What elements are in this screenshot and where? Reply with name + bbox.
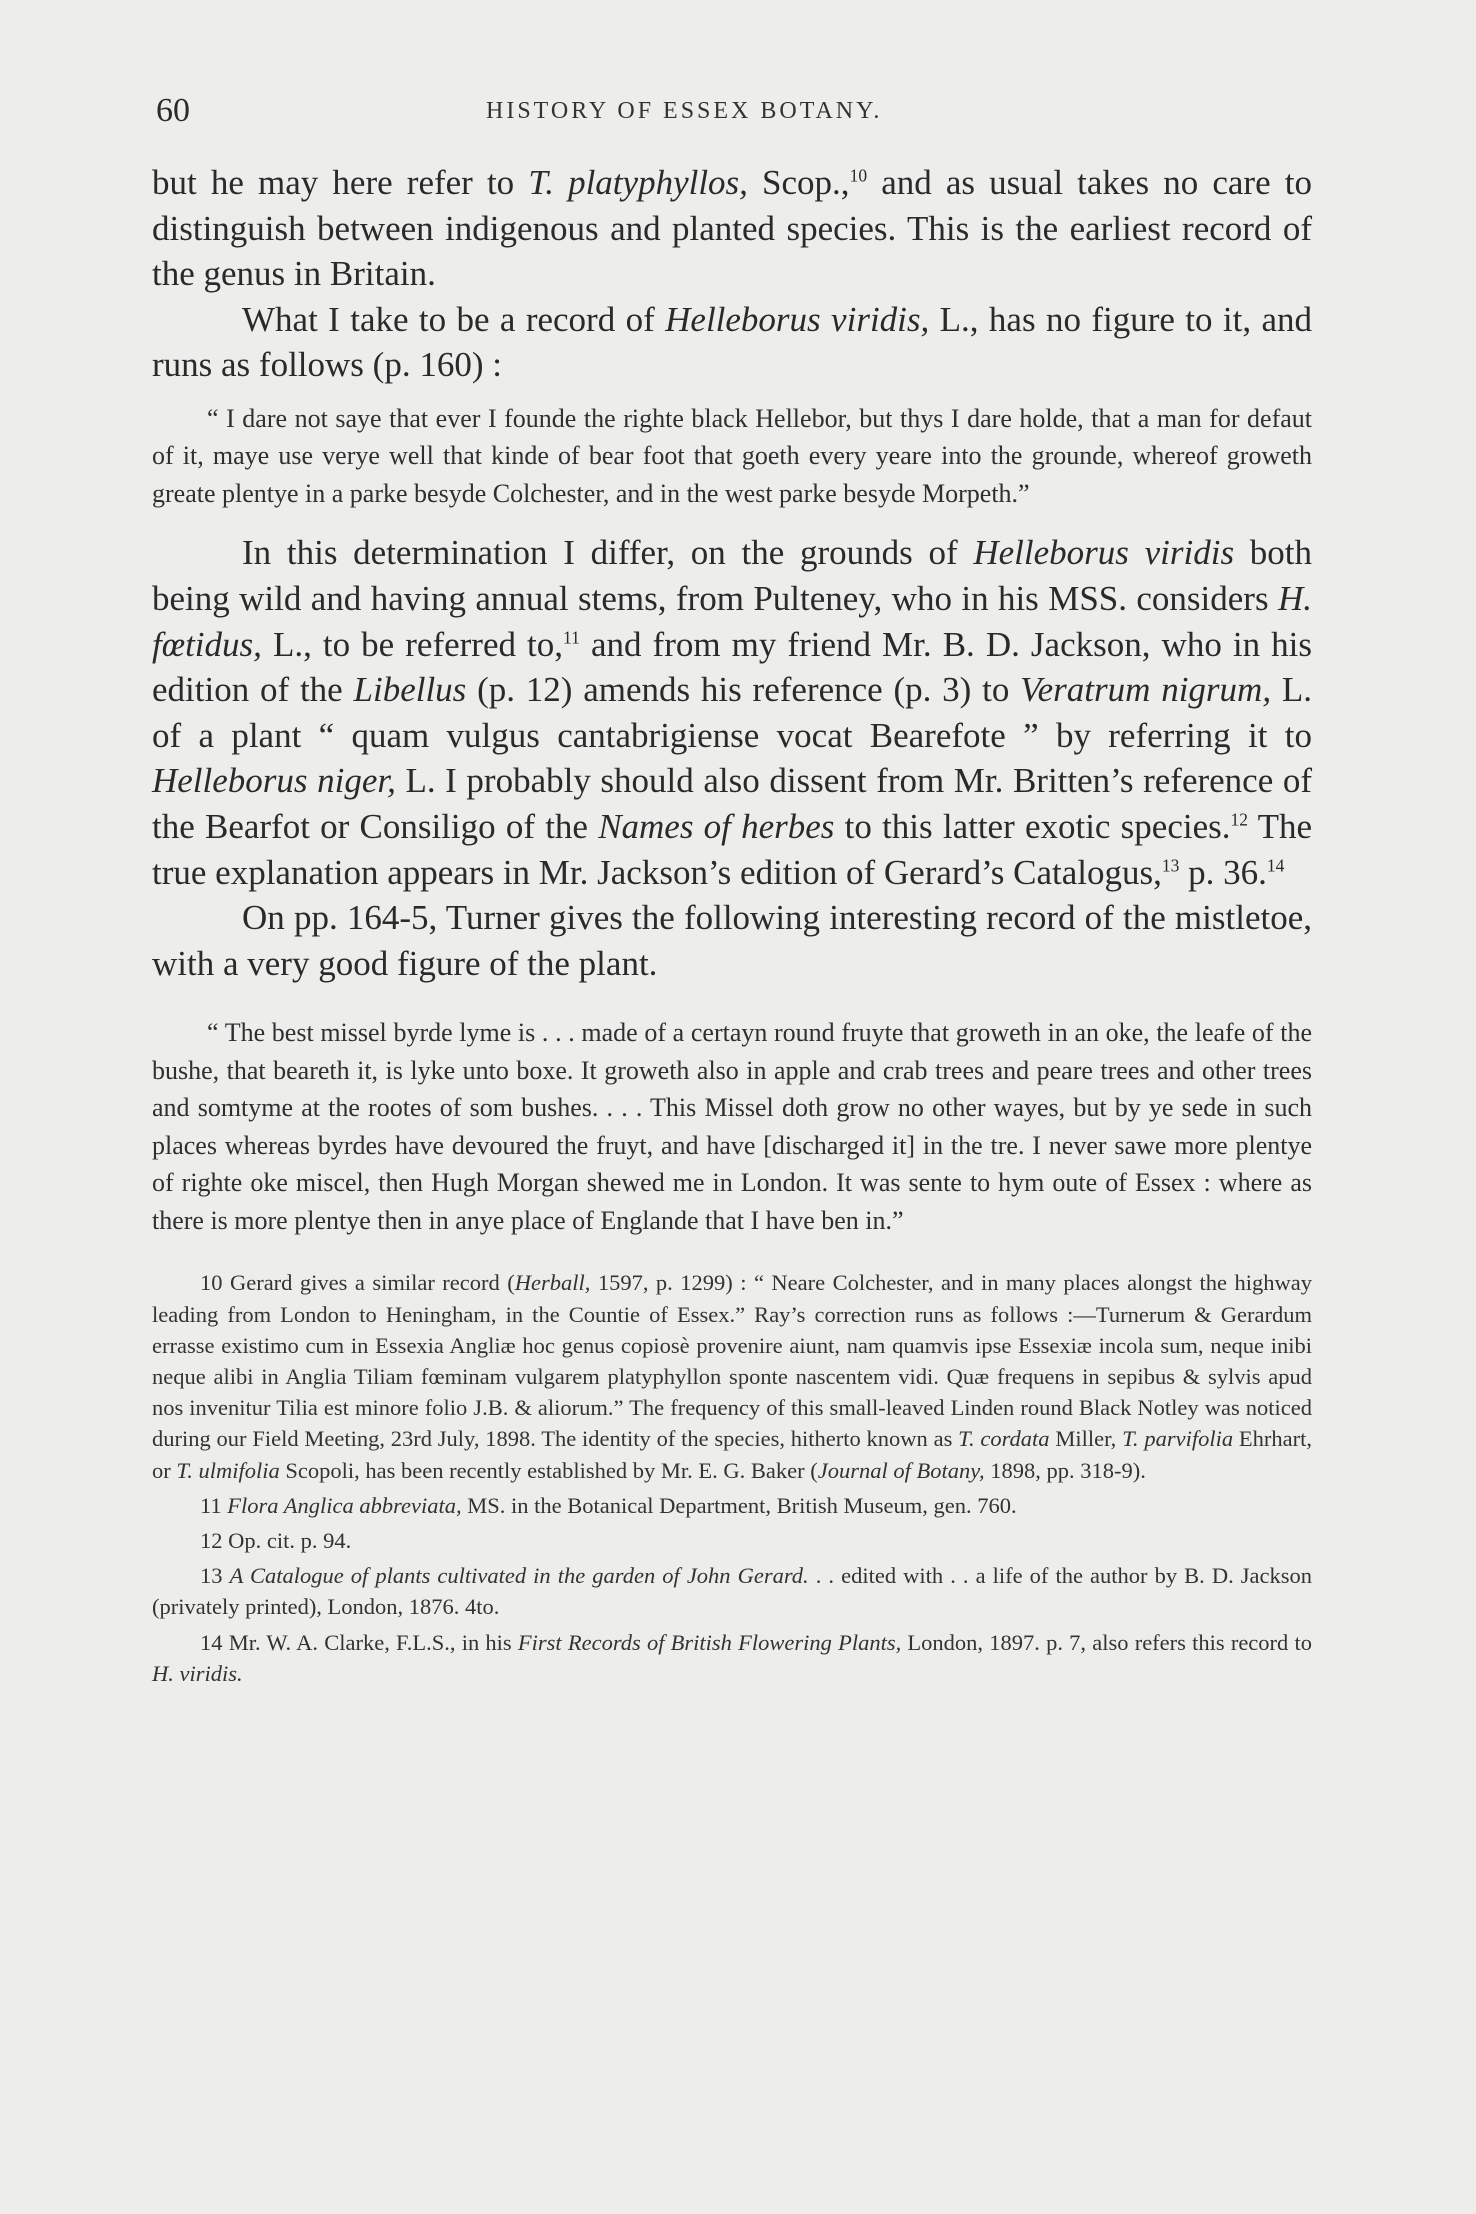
footnote: 14 Mr. W. A. Clarke, F.L.S., in his First Records of British Flowering Plants, London, 1897. p. 7, also refers this record to H. viridis. (152, 1629, 1312, 1686)
footnote: 10 Gerard gives a similar record (Herball, 1597, p. 1299) : “ Neare Colchester, and in many places alongst the highway leading from London to Heningham, in the Countie of Essex.” Ray’s correction runs as follows :—Turnerum & Gerardum errasse existimo cum in Essexia Angliæ hoc genus copiosè provenire aiunt, nam quamvis ipse Essexiæ incola sum, neque inibi neque alibi in Anglia Tiliam fœminam vulgarem platyphyllon sponte nascentem vidi. Quæ frequens in sepibus & sylvis apud nos invenitur Tilia est minore folio J.B. & aliorum.” The frequency of this small-leaved Linden round Black Notley was noticed during our Field Meeting, 23rd July, 1898. The identity of the species, hitherto known as T. cordata Miller, T. parvifolia Ehrhart, or T. ulmifolia Scopoli, has been recently established by Mr. E. G. Baker (Journal of Botany, 1898, pp. 318-9). (152, 1270, 1312, 1483)
body-paragraph: On pp. 164-5, Turner gives the following interesting record of the mistletoe, with a very good figure of the plant. (152, 898, 1312, 983)
block-quotation: “ The best missel byrde lyme is . . . made of a certayn round fruyte that groweth in an oke, the leafe of the bushe, that beareth it, is lyke unto boxe. It groweth also in apple and crab trees and peare trees and other trees and somtyme at the rootes of som bushes. . . . This Missel doth grow no other wayes, but by ye sede in such places whereas byrdes have devoured the fruyt, and have [discharged it] in the tre. I never sawe more plentye of righte oke miscel, then Hugh Morgan shewed me in London. It was sente to hym oute of Essex : where as there is more plentye then in anye place of Englande that I have ben in.” (152, 1018, 1312, 1235)
running-title: HISTORY OF ESSEX BOTANY. (486, 98, 883, 124)
body-paragraph: What I take to be a record of Helleborus viridis, L., has no figure to it, and runs as follows (p. 160) : (152, 299, 1313, 385)
block-quotation: “ I dare not saye that ever I founde the righte black Hellebor, but thys I dare holde, that a man for defaut of it, maye use verye well that kinde of bear foot that goeth every yeare into the grounde, whereof groweth greate plentye in a parke besyde Colchester, and in the west parke besyde Morpeth.” (152, 403, 1312, 508)
body-paragraph: In this determination I differ, on the grounds of Helleborus viridis both being wild and having annual stems, from Pulteney, who in his MSS. considers H. fœtidus, L., to be referred to,$^{11}$ and from my friend Mr. B. D. Jackson, who in his edition of the Libellus (p. 12) amends his reference (p. 3) to Veratrum nigrum, L. of a plant “ quam vulgus cantabrigiense vocat Bearefote ” by referring it to Helleborus niger, L. I probably should also dissent from Mr. Britten’s reference of the Bearfot or Consiligo of the Names of herbes to this latter exotic species.$^{12}$ The true explanation appears in Mr. Jackson’s edition of Gerard’s Catalogus,$^{13}$ p. 36.14 (152, 533, 1313, 892)
page-number: 60 (156, 92, 190, 129)
main-text (152, 160, 1312, 1239)
body-paragraph: but he may here refer to T. platyphyllos, Scop.,$^{10}$ and as usual takes no care to distinguish between indigenous and planted species. This is the earliest record of the genus in Britain. (152, 163, 1312, 294)
footnotes (152, 1267, 1312, 1689)
page-body (152, 160, 1312, 1689)
page-header (156, 92, 1311, 132)
footnote: 13 A Catalogue of plants cultivated in the garden of John Gerard. . . edited with . . a life of the author by B. D. Jackson (privately printed), London, 1876. 4to. (152, 1563, 1312, 1620)
footnote: 11 Flora Anglica abbreviata, MS. in the Botanical Department, British Museum, gen. 760. (200, 1492, 1017, 1518)
footnote: 12 Op. cit. p. 94. (200, 1528, 352, 1554)
